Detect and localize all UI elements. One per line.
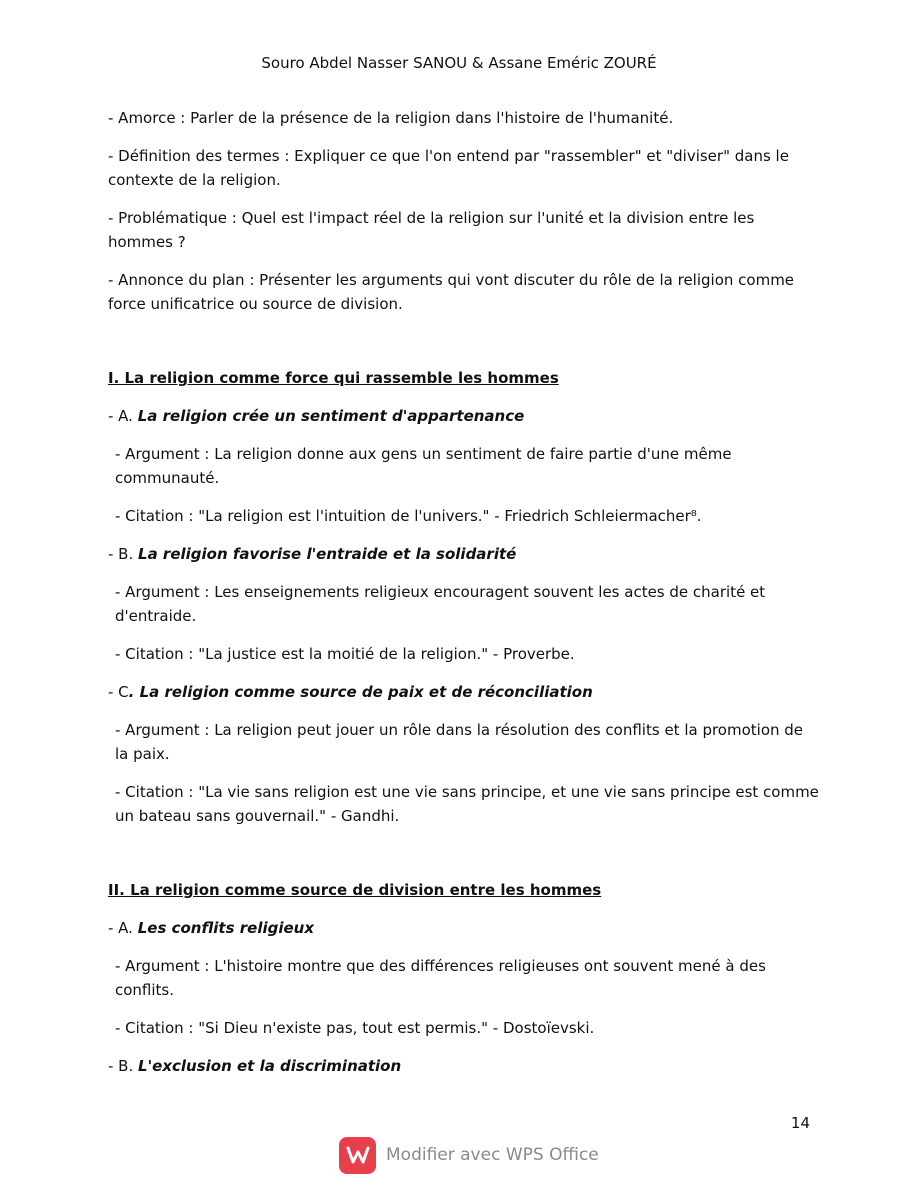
part1-heading: I. La religion comme force qui rassemble les hommes: [108, 369, 559, 387]
part2-a-argument: - Argument : L'histoire montre que des différences religieuses ont souvent mené à des conflits.: [115, 957, 766, 999]
document-body: [108, 106, 820, 1092]
intro-amorce: - Amorce : Parler de la présence de la religion dans l'histoire de l'humanité.: [108, 109, 674, 127]
part1-c-argument: - Argument : La religion peut jouer un rôle dans la résolution des conflits et la promotion de la paix.: [115, 721, 804, 763]
wps-edit-badge[interactable]: [339, 1136, 599, 1174]
part2-a-citation: - Citation : "Si Dieu n'existe pas, tout est permis." - Dostoïevski.: [115, 1019, 595, 1037]
page-header: Souro Abdel Nasser SANOU & Assane Eméric ZOURÉ: [261, 54, 657, 72]
part2-a-subheading: [108, 916, 820, 940]
part1-a-argument: - Argument : La religion donne aux gens un sentiment de faire partie d'une même communauté.: [115, 445, 732, 487]
intro-annonce: - Annonce du plan : Présenter les arguments qui vont discuter du rôle de la religion comme force unificatrice ou source de division.: [108, 271, 795, 313]
wps-label[interactable]: Modifier avec WPS Office: [386, 1145, 599, 1165]
part1-b-subheading: [108, 542, 820, 566]
part1-b-prefix: - B.: [108, 545, 139, 563]
part2-b-title: L'exclusion et la discrimination: [138, 1057, 402, 1075]
part2-b-prefix: - B.: [108, 1057, 139, 1075]
part1-c-subheading: [108, 680, 820, 704]
part1-a-subheading: [108, 404, 820, 428]
part2-a-title: Les conflits religieux: [137, 919, 315, 937]
part2-heading: II. La religion comme source de division entre les hommes: [108, 881, 602, 899]
part1-b-argument: - Argument : Les enseignements religieux encouragent souvent les actes de charité et d'entraide.: [115, 583, 766, 625]
part1-a-citation: - Citation : "La religion est l'intuition de l'univers." - Friedrich Schleiermacher⁸.: [115, 507, 702, 525]
page-number: 14: [790, 1114, 810, 1132]
part1-c-title: . La religion comme source de paix et de réconciliation: [128, 683, 593, 701]
part1-a-title: La religion crée un sentiment d'appartenance: [137, 407, 525, 425]
part1-b-citation: - Citation : "La justice est la moitié de la religion." - Proverbe.: [115, 645, 575, 663]
part1-c-prefix: - C: [108, 683, 129, 701]
part2-a-prefix: - A.: [108, 919, 138, 937]
part1-c-citation: - Citation : "La vie sans religion est une vie sans principe, et une vie sans principe est comme un bateau sans gouvernail." - Gandhi.: [115, 783, 819, 825]
intro-definition: - Définition des termes : Expliquer ce que l'on entend par "rassembler" et "diviser" dans le contexte de la religion.: [108, 147, 789, 189]
part2-b-subheading: [108, 1054, 820, 1078]
intro-problematique: - Problématique : Quel est l'impact réel de la religion sur l'unité et la division entre les hommes ?: [108, 209, 755, 251]
wps-logo-icon: [339, 1137, 376, 1174]
part1-b-title: La religion favorise l'entraide et la solidarité: [138, 545, 517, 563]
part1-a-prefix: - A.: [108, 407, 138, 425]
